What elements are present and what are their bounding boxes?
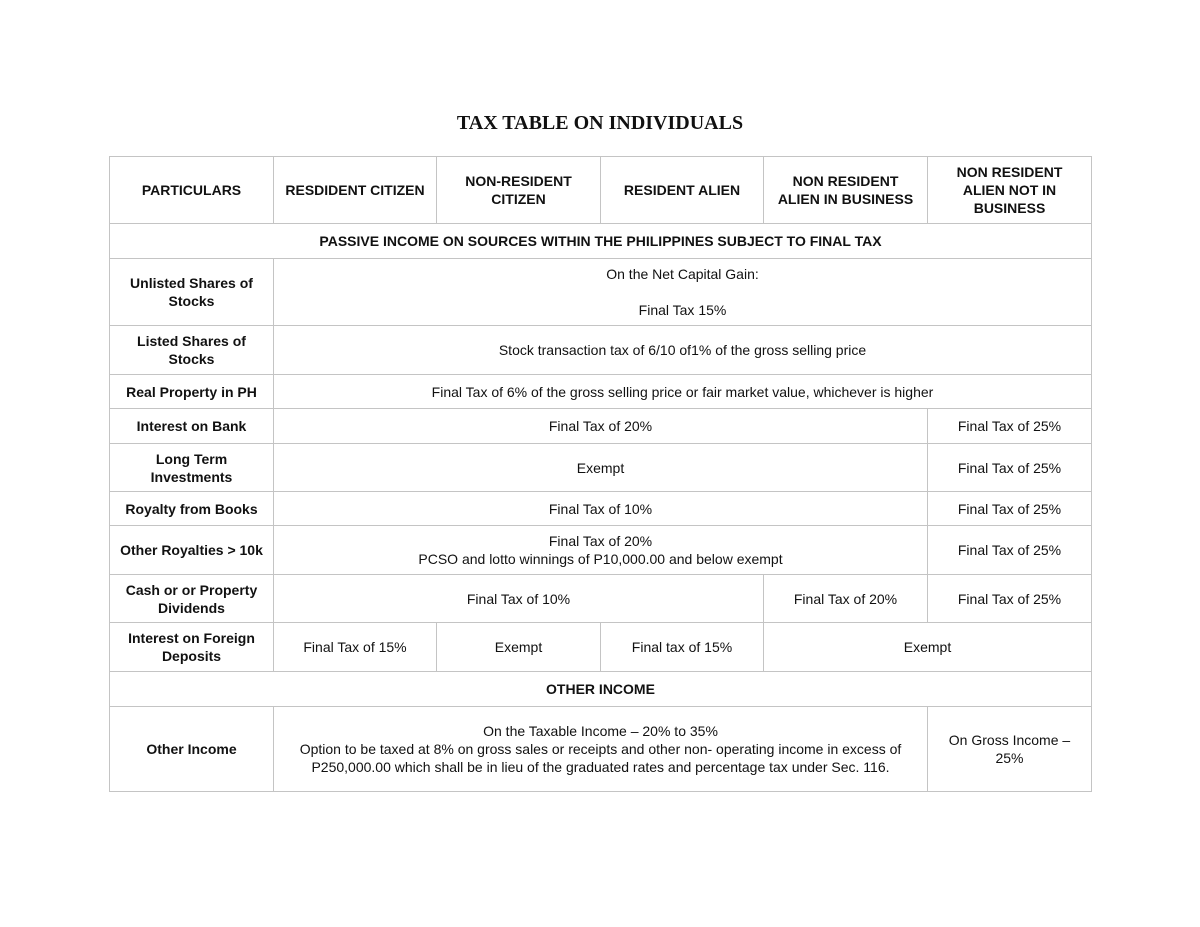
row-label: Interest on Foreign Deposits (110, 623, 274, 672)
cell-line: Option to be taxed at 8% on gross sales or receipts and other non- operating income in excess of P250,000.00 which shall be in lieu of the graduated rates and percentage tax under Sec. 116. (299, 741, 902, 775)
table-cell: Final Tax of 6% of the gross selling price or fair market value, whichever is higher (274, 375, 1092, 409)
table-cell: Final Tax of 10% (274, 575, 764, 623)
document-title: TAX TABLE ON INDIVIDUALS (456, 112, 744, 134)
header-row (110, 157, 1092, 224)
table-cell: Final Tax of 15% (274, 623, 437, 672)
table-row (110, 444, 1092, 492)
table-row (110, 409, 1092, 444)
table-cell: Final Tax of 25% (928, 444, 1092, 492)
table-row (110, 259, 1092, 326)
cell-line: On the Net Capital Gain: (606, 266, 759, 282)
table-row (110, 526, 1092, 575)
table-cell: Final tax of 15% (601, 623, 764, 672)
row-label: Cash or or Property Dividends (110, 575, 274, 623)
table-row (110, 492, 1092, 526)
header-nra-in-business: NON RESIDENT ALIEN IN BUSINESS (764, 157, 928, 224)
table-row (110, 707, 1092, 792)
header-resident-citizen: RESDIDENT CITIZEN (274, 157, 437, 224)
table-cell: Final Tax of 25% (928, 492, 1092, 526)
table-row (110, 623, 1092, 672)
header-particulars: PARTICULARS (110, 157, 274, 224)
table-cell: Final Tax of 10% (274, 492, 928, 526)
cell-line: Final Tax 15% (638, 302, 727, 318)
row-label: Interest on Bank (110, 409, 274, 444)
cell-line: On the Taxable Income – 20% to 35% (483, 723, 718, 739)
section-other-income: OTHER INCOME (110, 672, 1092, 707)
table-cell: Exempt (274, 444, 928, 492)
table-row (110, 575, 1092, 623)
header-nra-not-in-business: NON RESIDENT ALIEN NOT IN BUSINESS (928, 157, 1092, 224)
header-resident-alien: RESIDENT ALIEN (601, 157, 764, 224)
cell-line: Final Tax of 20% (548, 533, 653, 549)
section-row (110, 672, 1092, 707)
section-passive-income: PASSIVE INCOME ON SOURCES WITHIN THE PHILIPPINES SUBJECT TO FINAL TAX (110, 224, 1092, 259)
table-cell: Final Tax of 25% (928, 575, 1092, 623)
table-row (110, 375, 1092, 409)
table-cell: On Gross Income – 25% (928, 707, 1092, 792)
table-cell: Final Tax of 25% (928, 526, 1092, 575)
table-cell: Stock transaction tax of 6/10 of1% of the gross selling price (274, 326, 1092, 375)
table-cell (274, 526, 928, 575)
section-row (110, 224, 1092, 259)
table-cell: Final Tax of 20% (764, 575, 928, 623)
row-label: Royalty from Books (110, 492, 274, 526)
table-cell: Final Tax of 25% (928, 409, 1092, 444)
table-cell: Exempt (437, 623, 601, 672)
row-label: Long Term Investments (110, 444, 274, 492)
tax-table (109, 156, 1092, 792)
table-row (110, 326, 1092, 375)
row-label: Other Royalties > 10k (110, 526, 274, 575)
row-label: Unlisted Shares of Stocks (110, 259, 274, 326)
cell-line: PCSO and lotto winnings of P10,000.00 and below exempt (418, 551, 783, 567)
header-non-resident-citizen: NON-RESIDENT CITIZEN (437, 157, 601, 224)
table-cell: Exempt (764, 623, 1092, 672)
table-cell (274, 707, 928, 792)
table-cell: Final Tax of 20% (274, 409, 928, 444)
table-cell (274, 259, 1092, 326)
row-label: Listed Shares of Stocks (110, 326, 274, 375)
row-label: Real Property in PH (110, 375, 274, 409)
row-label: Other Income (110, 707, 274, 792)
